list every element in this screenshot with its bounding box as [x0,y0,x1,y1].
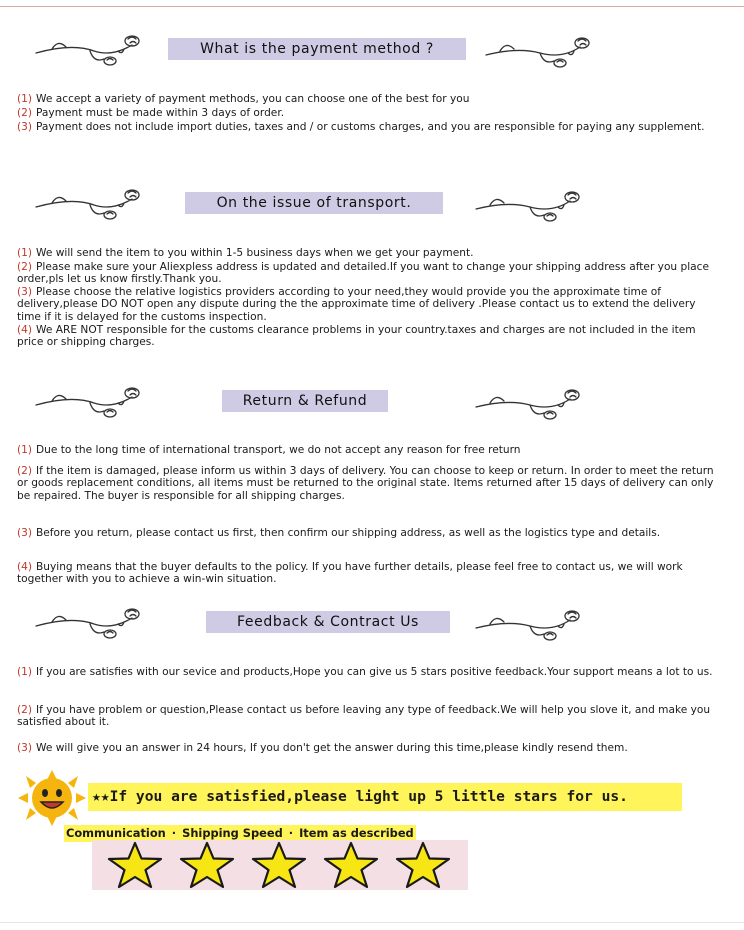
rating-separator: · [288,826,294,840]
return-item-3: (3) Before you return, please contact us first, then confirm our shipping address, as well as the logistics type and details. [17,527,661,539]
section-header-feedback [0,602,744,642]
section-title-return: Return & Refund [222,390,388,412]
return-item-4: (4) Buying means that the buyer defaults to the policy. If you have further details, please feel free to contact us, we will work together with you to achieve a win-win situation. [17,561,683,586]
return-item-2: (2) If the item is damaged, please inform us within 3 days of delivery. You can choose to keep or return. In order to meet the return or goods replacement conditions, all items must be returned to the original state. Items returned after 15 days of delivery can only be repaired. The buyer is responsible for all shipping charges. [17,465,714,502]
top-divider [0,6,744,7]
flower-ornament-icon [474,602,594,642]
section-header-transport [0,183,744,223]
star-icon [394,841,452,889]
bottom-divider [0,922,744,923]
rating-label-shipping-speed: Shipping Speed [182,826,283,840]
transport-item-1: (1) We will send the item to you within 1-5 business days when we get your payment. [17,247,474,259]
payment-item-2: (2) Payment must be made within 3 days of order. [17,107,285,119]
sun-smiley-icon [16,770,88,826]
flower-ornament-icon [474,183,594,223]
stars-request-banner: ★★If you are satisfied,please light up 5 little stars for us. [88,783,682,811]
flower-ornament-icon [32,381,152,421]
five-stars-row [92,840,468,890]
flower-ornament-icon [484,29,604,69]
flower-ornament-icon [32,602,152,642]
flower-ornament-icon [474,381,594,421]
section-header-return [0,381,744,421]
feedback-item-2: (2) If you have problem or question,Please contact us before leaving any type of feedback.We will help you slove it, and make you satisfied about it. [17,704,711,729]
flower-ornament-icon [32,29,152,69]
section-title-payment: What is the payment method ? [168,38,466,60]
feedback-item-3: (3) We will give you an answer in 24 hours, If you don't get the answer during this time,please kindly resend them. [17,742,628,754]
payment-item-3: (3) Payment does not include import duties, taxes and / or customs charges, and you are responsible for paying any supplement. [17,121,705,133]
transport-item-2: (2) Please make sure your Aliexpless address is updated and detailed.If you want to change your shipping address after you place order,pls let us know firstly.Thank you. [17,261,710,286]
star-icon [178,841,236,889]
return-item-1: (1) Due to the long time of international transport, we do not accept any reason for free return [17,444,521,456]
flower-ornament-icon [32,183,152,223]
payment-item-1: (1) We accept a variety of payment methods, you can choose one of the best for you [17,93,470,105]
feedback-item-1: (1) If you are satisfies with our sevice and products,Hope you can give us 5 stars positive feedback.Your support means a lot to us. [17,666,713,678]
rating-label-communication: Communication [66,826,166,840]
rating-separator: · [171,826,177,840]
transport-item-3: (3) Please choose the relative logistics providers according to your need,they would provide you the approximate time of delivery,please DO NOT open any dispute during the the approximate time of delivery .Please contact us to extend the delivery time if it is delayed for the customs inspection. [17,286,696,323]
rating-label-item-described: Item as described [299,826,414,840]
star-icon [106,841,164,889]
star-icon [322,841,380,889]
section-title-transport: On the issue of transport. [185,192,443,214]
section-header-payment [0,29,744,69]
section-title-feedback: Feedback & Contract Us [206,611,450,633]
star-icon [250,841,308,889]
transport-item-4: (4) We ARE NOT responsible for the customs clearance problems in your country.taxes and charges are not included in the item price or shipping charges. [17,324,696,349]
